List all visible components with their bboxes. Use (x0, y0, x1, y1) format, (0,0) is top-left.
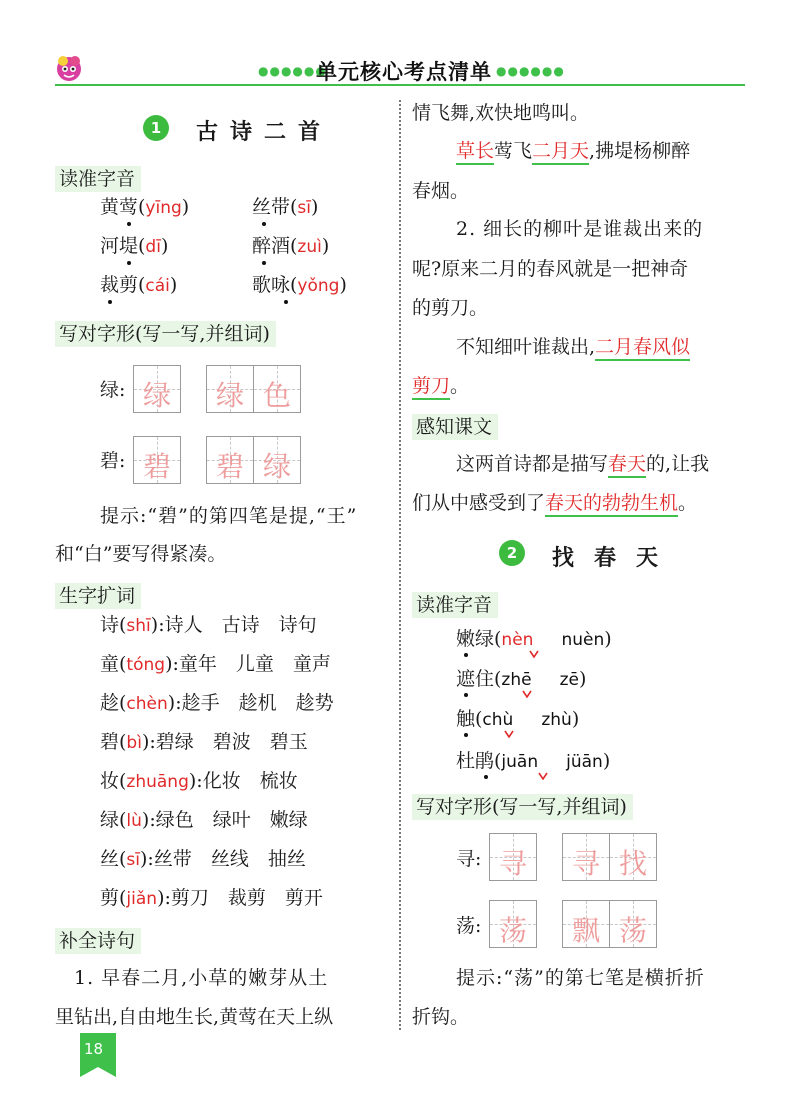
feel-text: 们从中感受到了春天的勃勃生机。 (412, 492, 697, 514)
tianzige-cell: 绿 (253, 436, 301, 484)
tip-text: 提示:“荡”的第七笔是横折折 (456, 967, 705, 989)
emphasis-dot (464, 733, 468, 737)
emphasis-dot (464, 693, 468, 697)
section-write: 写对字形(写一写,并组词) (412, 794, 633, 820)
header-rule (55, 84, 745, 86)
lesson-2-title: 找春天 (552, 545, 679, 571)
emphasis-dot (464, 653, 468, 657)
write-label: 碧: (100, 450, 126, 472)
section-expand: 生字扩词 (55, 583, 141, 609)
tip-text: 提示:“碧”的第四笔是提,“王” (100, 505, 358, 527)
tip-text: 折钩。 (412, 1006, 470, 1028)
write-label: 寻: (456, 848, 482, 870)
tianzige-cell: 色 (253, 365, 301, 413)
emphasis-dot (284, 300, 288, 304)
pronounce-choice: 遮住(zhē zē) (456, 668, 587, 690)
poem-text: 1. 早春二月,小草的嫩芽从土 (74, 967, 329, 989)
pronounce-item: 黄莺(yīng) (100, 196, 190, 218)
pronounce-item: 河堤(dī) (100, 235, 169, 257)
poem-text: 2. 细长的柳叶是谁裁出来的 (456, 218, 704, 240)
check-mark-icon (504, 730, 514, 738)
expand-row: 趁(chèn):趁手 趁机 趁势 (100, 692, 334, 714)
tianzige-cell: 飘 (562, 900, 610, 948)
expand-row: 妆(zhuāng):化妆 梳妆 (100, 770, 298, 792)
pronounce-choice: 嫩绿(nèn nuèn) (456, 628, 612, 650)
section-write: 写对字形(写一写,并组词) (55, 321, 276, 347)
write-label: 荡: (456, 915, 482, 937)
expand-row: 童(tóng):童年 儿童 童声 (100, 653, 331, 675)
tianzige-cell: 找 (609, 833, 657, 881)
mascot-icon (52, 52, 86, 84)
section-pronounce: 读准字音 (412, 592, 498, 618)
expand-row: 碧(bì):碧绿 碧波 碧玉 (100, 731, 308, 753)
pronounce-choice: 杜鹃(juān jüān) (456, 750, 611, 772)
tianzige-cell: 绿 (206, 365, 254, 413)
tianzige-cell: 荡 (489, 900, 537, 948)
poem-text: 情飞舞,欢快地鸣叫。 (412, 102, 590, 124)
poem-text: 的剪刀。 (412, 297, 489, 319)
lesson-1-badge: 1 (143, 115, 169, 141)
section-poem: 补全诗句 (55, 928, 141, 954)
check-mark-icon (522, 690, 532, 698)
pronounce-item: 醉酒(zuì) (252, 235, 330, 257)
pronounce-item: 丝带(sī) (252, 196, 319, 218)
tianzige-cell: 碧 (206, 436, 254, 484)
poem-line: 草长莺飞二月天,拂堤杨柳醉 (456, 140, 690, 162)
poem-line: 剪刀。 (412, 375, 469, 397)
emphasis-dot (484, 775, 488, 779)
header-dots-right: ●●●●●● (496, 64, 565, 78)
emphasis-dot (262, 222, 266, 226)
header-dots-left: ●●●●●● (258, 64, 327, 78)
pronounce-choice: 触(chù zhù) (456, 708, 580, 730)
lesson-2-badge: 2 (499, 540, 525, 566)
expand-row: 绿(lù):绿色 绿叶 嫩绿 (100, 809, 308, 831)
pronounce-item: 裁剪(cái) (100, 274, 178, 296)
section-pronounce: 读准字音 (55, 166, 141, 192)
tianzige-cell: 寻 (489, 833, 537, 881)
lesson-1-title: 古诗二首 (196, 119, 333, 145)
poem-text: 里钻出,自由地生长,黄莺在天上纵 (55, 1006, 334, 1028)
check-mark-icon (529, 650, 539, 658)
poem-text: 呢?原来二月的春风就是一把神奇 (412, 258, 689, 280)
poem-line: 不知细叶谁裁出,二月春风似 (456, 336, 690, 358)
expand-row: 丝(sī):丝带 丝线 抽丝 (100, 848, 306, 870)
pronounce-item: 歌咏(yǒng) (252, 274, 347, 296)
emphasis-dot (108, 300, 112, 304)
emphasis-dot (262, 261, 266, 265)
emphasis-dot (127, 222, 131, 226)
tianzige-cell: 绿 (133, 365, 181, 413)
poem-text: 春烟。 (412, 180, 470, 202)
emphasis-dot (127, 261, 131, 265)
expand-row: 剪(jiǎn):剪刀 裁剪 剪开 (100, 887, 323, 909)
section-feel: 感知课文 (412, 414, 498, 440)
column-divider (399, 100, 401, 1030)
expand-row: 诗(shī):诗人 古诗 诗句 (100, 614, 317, 636)
tianzige-cell: 碧 (133, 436, 181, 484)
write-label: 绿: (100, 379, 126, 401)
tianzige-cell: 荡 (609, 900, 657, 948)
feel-text: 这两首诗都是描写春天的,让我 (456, 453, 709, 475)
tip-text: 和“白”要写得紧凑。 (55, 543, 227, 565)
tianzige-cell: 寻 (562, 833, 610, 881)
check-mark-icon (538, 772, 548, 780)
page-title: 单元核心考点清单 (316, 59, 492, 84)
page-number: 18 (84, 1040, 104, 1058)
